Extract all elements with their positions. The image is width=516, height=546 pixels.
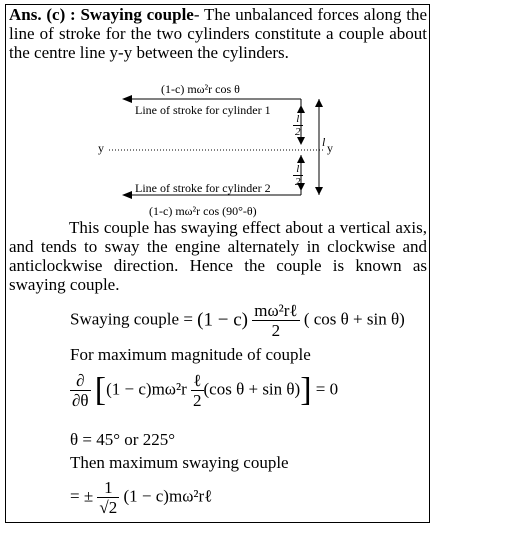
y-axis-right-label: y	[327, 141, 333, 155]
max-magnitude-text: For maximum magnitude of couple	[70, 345, 311, 364]
half-dimension-bottom: $\frac{l}{2}$	[295, 163, 301, 188]
cylinder2-label: Line of stroke for cylinder 2	[135, 181, 271, 195]
top-force-label: (1-c) mω²r cos θ	[161, 82, 240, 96]
answer-label: Ans. (c) : Swaying couple	[9, 5, 194, 24]
swaying-couple-equation: Swaying couple = (1 − c) $\frac{\text{mω²rℓ}}{2}$ ( cos θ + sin θ)	[70, 301, 405, 340]
max-swaying-text: Then maximum swaying couple	[70, 453, 289, 472]
bottom-force-label: (1-c) mω²r cos (90°-θ)	[149, 204, 257, 218]
full-dimension-label: l	[322, 135, 326, 149]
theta-values: θ = 45° or 225°	[70, 430, 175, 449]
max-swaying-equation: = ± $\frac{1}{√2}$ (1 − c)mω²rℓ	[70, 478, 213, 517]
half-dimension-top: $\frac{l}{2}$	[295, 113, 301, 138]
derivative-equation: $\frac{\partial}{\partial\theta}$ [(1 − c)mω²r $\frac{\text{ℓ}}{2}$ (cos θ + sin θ)] = 0	[72, 371, 339, 410]
swaying-effect-paragraph: This couple has swaying effect about a vertical axis, and tends to sway the engine alternately in clockwise and anticlockwise direction. Hence the couple is known as swaying couple.	[9, 218, 427, 294]
answer-box	[5, 4, 430, 523]
y-axis-left-label: y	[98, 141, 104, 155]
cylinder1-label: Line of stroke for cylinder 1	[135, 103, 271, 117]
answer-intro: - The unbalanced forces along the line of stroke for the two cylinders constitute a couple about the centre line y-y between the cylinders.	[9, 5, 427, 62]
